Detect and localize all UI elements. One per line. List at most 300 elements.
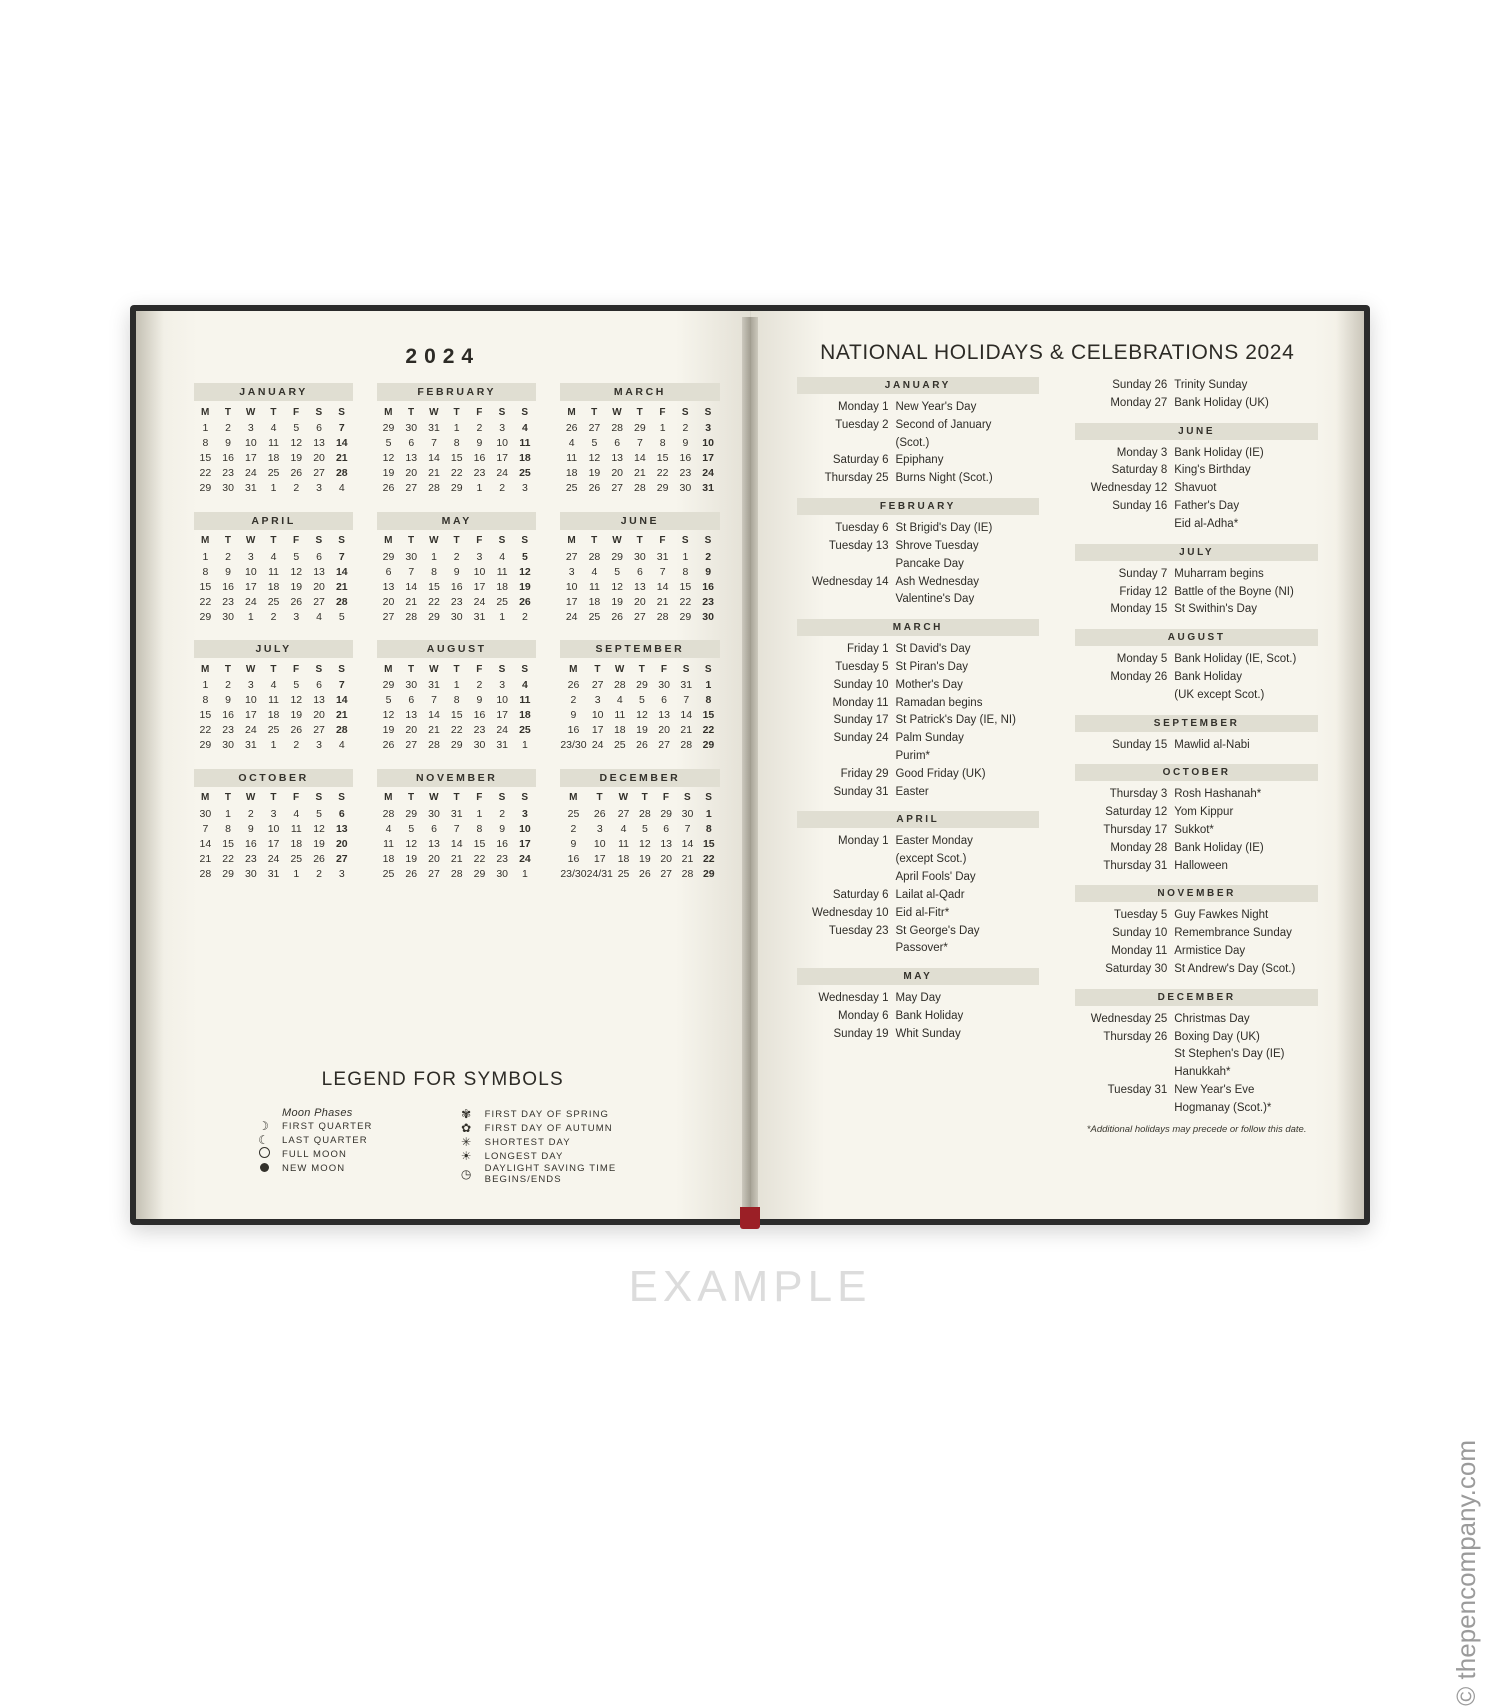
month-block-january: [194, 383, 353, 496]
day-cell: 23: [244, 852, 257, 865]
book-pages: [136, 311, 1364, 1219]
holiday-name: St Brigid's Day (IE): [895, 522, 993, 535]
day-cell: 6: [636, 565, 643, 578]
day-cell: 4: [385, 822, 392, 835]
day-cell: 2: [499, 807, 506, 820]
weekday-header: S: [704, 406, 712, 418]
weekday-header: F: [659, 406, 666, 418]
holiday-name: Epiphany: [895, 454, 944, 467]
day-cell: 25: [267, 467, 280, 479]
legend-label: SHORTEST DAY: [484, 1136, 571, 1148]
holiday-date: Tuesday 23: [828, 924, 889, 937]
day-cell: 9: [705, 565, 712, 578]
day-cell: 7: [338, 422, 345, 434]
day-cell: 21: [335, 580, 348, 593]
day-cell: 6: [661, 694, 668, 706]
weekday-header: W: [429, 663, 439, 675]
day-cell: 6: [316, 679, 322, 691]
day-cell: 4: [316, 610, 322, 623]
weekday-header: W: [245, 792, 256, 803]
week-row: [377, 609, 536, 624]
day-cell: 20: [382, 595, 395, 608]
week-row: [194, 821, 353, 836]
holiday-date: [797, 591, 896, 609]
day-cell: 2: [316, 867, 322, 880]
holiday-date: Monday 1: [837, 401, 889, 413]
day-cell: 16: [702, 580, 714, 593]
holiday-row: [797, 905, 1040, 923]
weekday-header: M: [201, 535, 210, 546]
weekday-header: W: [245, 535, 256, 546]
day-cell: 31: [428, 422, 440, 434]
day-cell: 5: [293, 679, 300, 691]
day-cell: 13: [658, 709, 670, 721]
weekday-header: T: [453, 406, 460, 418]
holiday-date: Thursday 3: [1109, 788, 1168, 801]
holiday-row: [797, 1026, 1040, 1044]
day-cell: 14: [681, 837, 694, 850]
week-row: [377, 436, 536, 451]
day-cell: 20: [405, 467, 418, 479]
holiday-name: Sukkot*: [1174, 824, 1214, 836]
day-cell: 27: [405, 482, 418, 494]
holiday-month-heading: AUGUST: [1075, 629, 1318, 646]
weekday-header: T: [641, 792, 649, 803]
day-cell: 6: [338, 807, 345, 820]
day-cell: 27: [617, 807, 630, 820]
day-cell: 1: [476, 482, 483, 494]
holiday-date: Tuesday 5: [1113, 909, 1168, 922]
day-cell: 4: [616, 694, 623, 706]
day-cell: 7: [453, 822, 460, 835]
weekday-header: F: [293, 406, 300, 418]
day-cell: 11: [496, 565, 508, 578]
holiday-date: [797, 851, 896, 869]
weekday-header: F: [476, 792, 483, 803]
weekday-header: S: [705, 792, 713, 803]
day-cell: 1: [682, 550, 689, 563]
day-cell: 14: [634, 452, 646, 464]
day-cell: 26: [593, 807, 606, 820]
day-cell: 2: [270, 610, 277, 623]
holiday-date: Thursday 31: [1103, 859, 1168, 872]
day-cell: 11: [614, 709, 626, 721]
day-cell: 26: [290, 595, 303, 608]
day-cell: 24: [267, 852, 280, 865]
week-row: [560, 609, 719, 624]
holiday-row: [1075, 480, 1318, 498]
day-cell: 30: [681, 807, 694, 820]
day-cell: 31: [496, 739, 509, 751]
day-cell: 27: [588, 422, 601, 434]
holiday-month-heading: OCTOBER: [1075, 764, 1318, 781]
month-table: [560, 791, 719, 882]
month-block-september: [560, 640, 719, 753]
day-cell: 7: [202, 822, 209, 835]
day-cell: 12: [382, 709, 395, 721]
holiday-row: [797, 591, 1040, 609]
day-cell: 15: [450, 452, 463, 464]
day-cell: 28: [199, 867, 212, 880]
holiday-row: [1075, 395, 1318, 413]
weekday-header: S: [704, 535, 712, 546]
week-row: [560, 466, 719, 481]
week-row: [194, 708, 353, 723]
holiday-name: Shrove Tuesday: [895, 539, 979, 552]
day-cell: 1: [225, 807, 232, 820]
day-cell: 12: [290, 565, 303, 578]
weekday-header: W: [429, 535, 439, 546]
day-cell: 28: [681, 867, 694, 880]
day-cell: 30: [450, 610, 463, 623]
day-cell: 3: [247, 550, 254, 563]
day-cell: 13: [313, 565, 325, 578]
day-cell: 31: [702, 482, 714, 494]
holiday-name: Good Friday (UK): [895, 767, 986, 780]
day-cell: 20: [313, 452, 325, 464]
holiday-date: Wednesday 10: [811, 906, 889, 919]
month-table: [560, 405, 719, 496]
week-row: [377, 738, 536, 753]
day-cell: 26: [382, 739, 395, 751]
month-block-october: [194, 769, 353, 882]
holiday-date: Sunday 26: [1112, 379, 1168, 391]
holiday-name: Armistice Day: [1174, 945, 1246, 958]
day-cell: 21: [450, 852, 463, 865]
day-cell: 31: [656, 550, 669, 563]
day-cell: 10: [244, 694, 257, 706]
day-cell: 29: [450, 482, 463, 494]
holiday-date: Tuesday 13: [828, 539, 889, 552]
day-cell: 5: [522, 550, 528, 563]
day-cell: 21: [680, 724, 693, 736]
legend-row: [256, 1147, 441, 1161]
holiday-month-heading: JANUARY: [797, 377, 1040, 394]
week-row: [194, 594, 353, 609]
weekday-header: T: [453, 792, 460, 803]
day-cell: 27: [634, 610, 646, 623]
weekday-header: W: [245, 406, 256, 418]
holiday-date: Thursday 26: [1103, 1030, 1168, 1043]
day-cell: 17: [591, 724, 604, 736]
day-cell: 15: [199, 709, 212, 721]
weekday-header: T: [636, 535, 644, 546]
week-row: [194, 806, 353, 821]
day-cell: 11: [618, 837, 629, 850]
holiday-name: (except Scot.): [895, 853, 967, 866]
legend-label: NEW MOON: [282, 1162, 346, 1174]
holiday-date: Wednesday 25: [1090, 1012, 1168, 1025]
day-cell: 25: [565, 482, 578, 494]
day-cell: 17: [473, 580, 486, 593]
day-cell: 5: [408, 822, 415, 835]
day-cell: 25: [382, 867, 395, 880]
week-row: [560, 866, 719, 881]
day-cell: 27: [335, 852, 348, 865]
day-cell: 17: [244, 580, 257, 593]
week-row: [377, 564, 536, 579]
holiday-row: [1075, 804, 1318, 822]
holiday-row: [797, 851, 1040, 869]
week-row: [560, 738, 719, 753]
week-row: [560, 836, 719, 851]
holiday-date: Sunday 7: [1118, 567, 1168, 580]
day-cell: 20: [428, 852, 440, 865]
day-cell: 22: [199, 724, 212, 736]
holiday-row: [797, 695, 1040, 713]
legend-label: DAYLIGHT SAVING TIME BEGINS/ENDS: [484, 1163, 617, 1185]
week-row: [560, 678, 719, 693]
holiday-name: Purim*: [895, 750, 931, 762]
day-cell: 11: [290, 822, 302, 835]
day-cell: 26: [290, 467, 303, 479]
day-cell: 6: [385, 565, 392, 578]
week-row: [560, 481, 719, 496]
day-cell: 23: [496, 852, 509, 865]
day-cell: 3: [522, 482, 528, 494]
day-cell: 6: [316, 550, 322, 563]
holiday-name: Bank Holiday: [895, 1009, 964, 1022]
holiday-name: Halloween: [1174, 859, 1228, 872]
day-cell: 24: [591, 739, 604, 751]
legend-row: [256, 1133, 441, 1147]
day-cell: 4: [338, 739, 345, 751]
day-cell: 5: [385, 694, 392, 706]
day-cell: 12: [611, 580, 623, 593]
weekday-header: S: [521, 535, 529, 546]
day-cell: 23/30: [560, 867, 587, 880]
day-cell: 11: [383, 837, 394, 850]
day-cell: 24: [565, 610, 578, 623]
weekday-header: S: [704, 663, 712, 675]
day-cell: 15: [679, 580, 692, 593]
day-cell: 1: [499, 610, 506, 623]
day-cell: 12: [313, 822, 325, 835]
holiday-row: [797, 399, 1040, 417]
holiday-date: Monday 3: [1116, 446, 1168, 459]
week-row: [194, 436, 353, 451]
month-block-august: [377, 640, 536, 753]
weekday-header: M: [384, 535, 393, 546]
day-cell: 28: [450, 867, 463, 880]
week-row: [194, 836, 353, 851]
day-cell: 31: [680, 679, 693, 691]
holiday-row: [1075, 462, 1318, 480]
day-cell: 20: [405, 724, 418, 736]
weekday-header: S: [521, 792, 529, 803]
day-cell: 15: [656, 452, 669, 464]
weekday-header: W: [614, 663, 625, 675]
full-moon-icon: [256, 1147, 272, 1161]
day-cell: 10: [244, 437, 257, 449]
month-block-june: [560, 512, 719, 625]
week-row: [377, 806, 536, 821]
day-cell: 7: [636, 437, 643, 449]
day-cell: 4: [568, 437, 575, 449]
day-cell: 19: [588, 467, 601, 479]
holiday-row: [797, 435, 1040, 453]
holiday-date: Monday 6: [837, 1009, 889, 1022]
day-cell: 27: [382, 610, 395, 623]
holiday-row: [797, 784, 1040, 802]
day-cell: 24: [496, 724, 509, 736]
legend-label: FIRST QUARTER: [282, 1120, 373, 1132]
day-cell: 7: [338, 550, 345, 563]
day-cell: 7: [408, 565, 415, 578]
holiday-month-heading: DECEMBER: [1075, 989, 1318, 1006]
day-cell: 30: [428, 807, 440, 820]
day-cell: 5: [639, 694, 645, 706]
day-cell: 5: [641, 822, 648, 835]
holiday-name: Muharram begins: [1174, 567, 1264, 580]
day-cell: 29: [382, 422, 395, 434]
day-cell: 30: [496, 867, 509, 880]
holiday-date: Thursday 25: [824, 472, 889, 485]
holiday-row: [797, 677, 1040, 695]
page-title: 2024: [405, 345, 481, 368]
holiday-row: [797, 990, 1040, 1008]
holiday-month-heading: MAY: [797, 968, 1040, 985]
day-cell: 15: [428, 580, 440, 593]
day-cell: 2: [225, 422, 232, 434]
day-cell: 28: [335, 467, 348, 479]
day-cell: 22: [428, 595, 440, 608]
day-cell: 23: [222, 724, 234, 736]
month-table: [377, 791, 536, 882]
weekday-header: S: [315, 406, 323, 418]
weekday-header: F: [476, 406, 483, 418]
day-cell: 31: [428, 679, 440, 691]
day-cell: 18: [613, 724, 626, 736]
day-cell: 3: [247, 679, 254, 691]
day-cell: 2: [570, 694, 577, 706]
holiday-row: [797, 923, 1040, 941]
holiday-name: St Piran's Day: [895, 660, 968, 673]
day-cell: 30: [222, 739, 234, 751]
legend-row: [459, 1107, 690, 1121]
holiday-row: [1075, 786, 1318, 804]
day-cell: 11: [588, 580, 600, 593]
day-cell: 8: [659, 437, 666, 449]
day-cell: 2: [453, 550, 460, 563]
day-cell: 14: [680, 709, 693, 721]
day-cell: 28: [656, 610, 669, 623]
day-cell: 25: [267, 724, 280, 736]
legend-column-moon: [256, 1107, 441, 1185]
day-cell: 2: [476, 679, 483, 691]
weekday-header: S: [498, 406, 506, 418]
day-cell: 26: [611, 610, 623, 623]
day-cell: 27: [313, 724, 325, 736]
day-cell: 9: [453, 565, 460, 578]
week-row: [377, 579, 536, 594]
day-cell: 25: [290, 852, 303, 865]
day-cell: 20: [611, 467, 623, 479]
day-cell: 31: [267, 867, 280, 880]
weekday-header: S: [315, 792, 323, 803]
holiday-row: [1075, 858, 1318, 876]
day-cell: 18: [519, 452, 531, 464]
day-cell: 18: [267, 580, 280, 593]
day-cell: 23: [679, 467, 692, 479]
day-cell: 2: [476, 422, 483, 434]
legend-label: LAST QUARTER: [282, 1134, 368, 1146]
holiday-date: Monday 11: [1111, 945, 1168, 958]
day-cell: 4: [270, 422, 277, 434]
day-cell: 29: [656, 482, 669, 494]
day-cell: 28: [335, 724, 348, 736]
holiday-row: [797, 730, 1040, 748]
legend-row: [459, 1135, 690, 1149]
weekday-header: T: [594, 663, 601, 675]
day-cell: 16: [679, 452, 692, 464]
weekday-header: T: [408, 792, 415, 803]
holiday-date: Saturday 8: [1111, 464, 1168, 477]
day-cell: 21: [656, 595, 669, 608]
weekday-header: F: [293, 792, 300, 803]
day-cell: 19: [290, 709, 303, 721]
day-cell: 9: [682, 437, 689, 449]
month-block-march: [560, 383, 719, 496]
day-cell: 9: [476, 694, 483, 706]
day-cell: 13: [313, 437, 325, 449]
day-cell: 16: [222, 580, 234, 593]
day-cell: 23: [702, 595, 714, 608]
month-name: MARCH: [560, 383, 719, 401]
week-row: [194, 564, 353, 579]
holiday-row: [797, 641, 1040, 659]
day-cell: 28: [428, 739, 440, 751]
day-cell: 16: [222, 709, 234, 721]
day-cell: 17: [565, 595, 578, 608]
day-cell: 15: [199, 452, 212, 464]
weekday-header: M: [567, 406, 577, 418]
day-cell: 8: [682, 565, 689, 578]
day-cell: 14: [335, 437, 348, 449]
weekday-header: S: [315, 535, 323, 546]
weekday-header: F: [293, 663, 300, 675]
day-cell: 4: [620, 822, 627, 835]
day-cell: 23/30: [560, 739, 587, 751]
day-cell: 1: [293, 867, 300, 880]
holiday-date: [1075, 1046, 1174, 1064]
day-cell: 24: [473, 595, 486, 608]
legend-column-seasons: [459, 1107, 690, 1185]
holiday-name: Second of January: [895, 418, 992, 431]
day-cell: 14: [428, 709, 440, 721]
day-cell: 16: [473, 452, 486, 464]
day-cell: 28: [639, 807, 651, 820]
day-cell: 23: [473, 724, 486, 736]
day-cell: 29: [611, 550, 623, 563]
day-cell: 26: [639, 867, 651, 880]
holiday-name: May Day: [895, 992, 941, 1005]
day-cell: 14: [428, 452, 440, 464]
week-row: [560, 436, 719, 451]
weekday-header: T: [408, 663, 415, 675]
month-name: DECEMBER: [560, 769, 719, 787]
holiday-name: Whit Sunday: [895, 1027, 961, 1040]
month-block-november: [377, 769, 536, 882]
holiday-date: [1075, 1100, 1174, 1118]
holiday-row: [1075, 601, 1318, 619]
week-row: [377, 851, 536, 866]
holiday-name: St Andrew's Day (Scot.): [1174, 962, 1296, 975]
weekday-header: S: [682, 663, 690, 675]
holiday-row: [1075, 687, 1318, 705]
holiday-row: [797, 520, 1040, 538]
weekday-header: T: [408, 535, 415, 546]
